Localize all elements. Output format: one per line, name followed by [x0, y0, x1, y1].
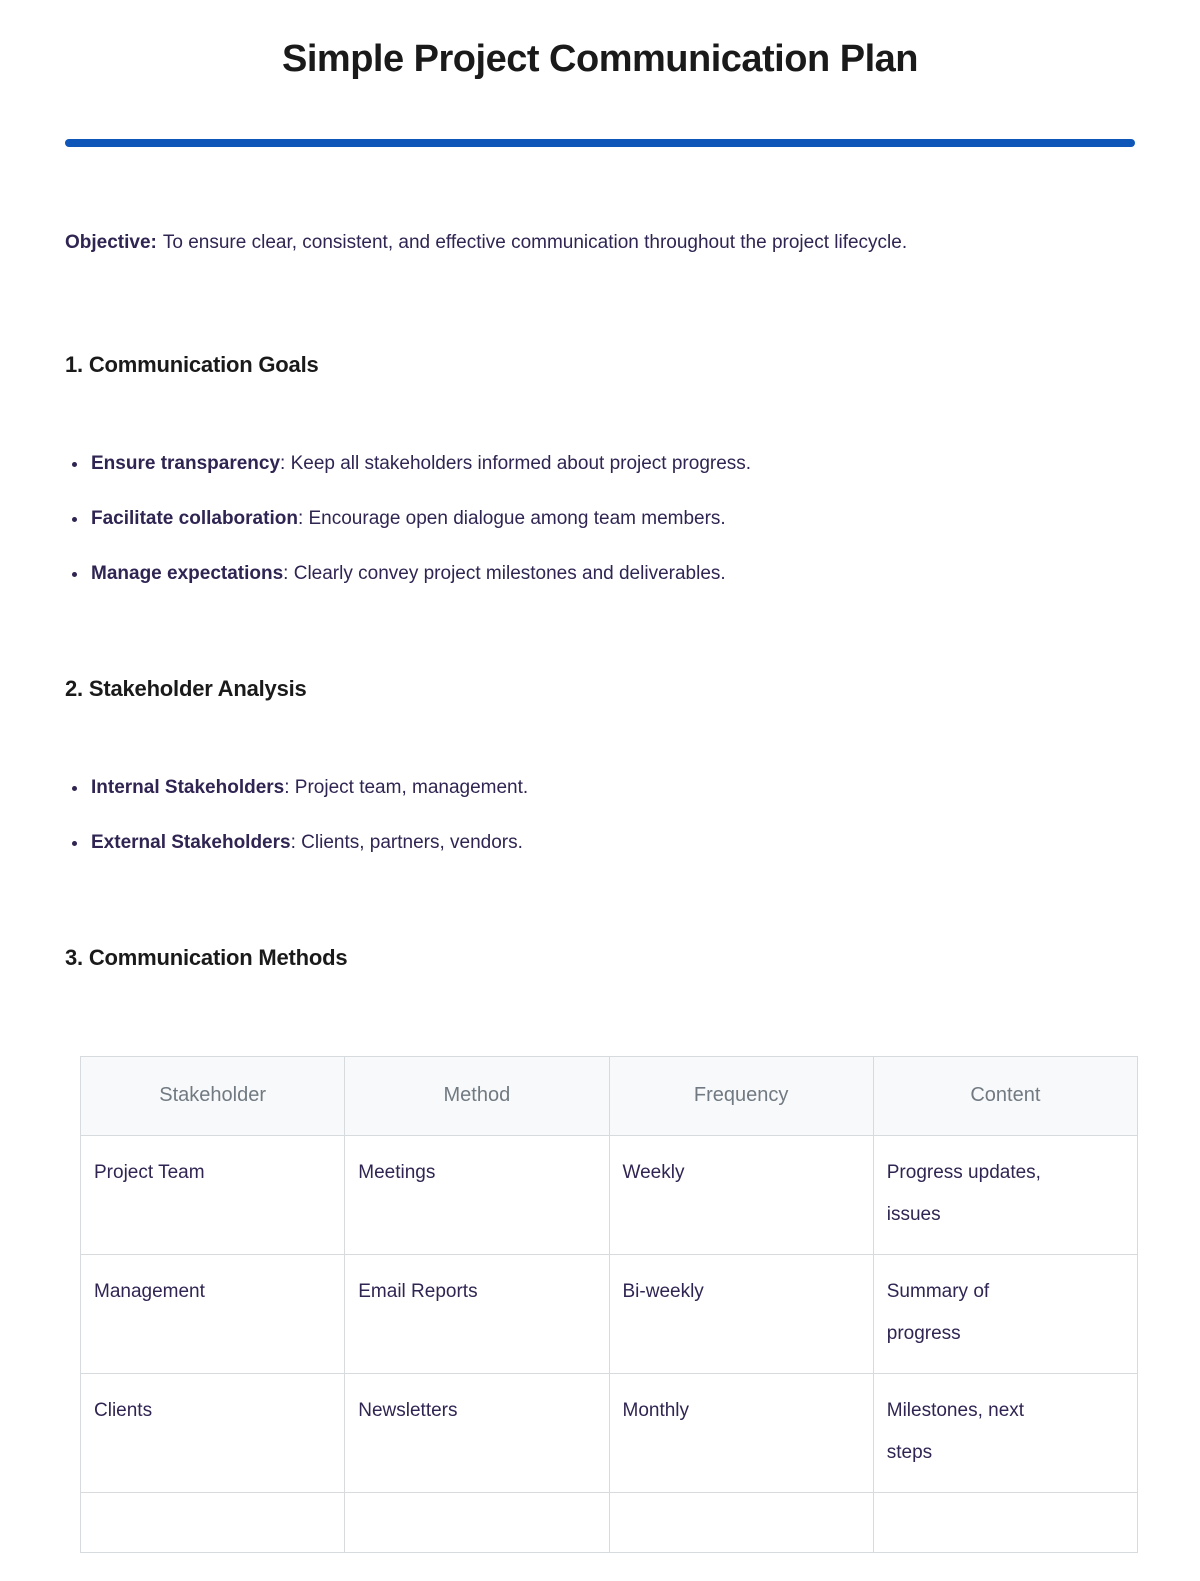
bullet-item [89, 774, 1135, 802]
table-cell: Clients [81, 1373, 345, 1492]
table-cell: Email Reports [345, 1254, 609, 1373]
table-cell: Newsletters [345, 1373, 609, 1492]
table-cell-partial [873, 1492, 1137, 1552]
table-row [81, 1373, 1138, 1492]
table-cell: Summary of progress [873, 1254, 1137, 1373]
table-cell: Bi-weekly [609, 1254, 873, 1373]
table-cell-partial [345, 1492, 609, 1552]
table-cell: Milestones, next steps [873, 1373, 1137, 1492]
bullet-item [89, 505, 1135, 533]
bullet-list [65, 450, 1135, 588]
table-row-partial [81, 1492, 1138, 1552]
bullet-label: Facilitate collaboration [91, 507, 298, 529]
bullet-label: Ensure transparency [91, 452, 281, 474]
bullet-text: : Keep all stakeholders informed about project progress. [280, 452, 752, 474]
table-cell: Monthly [609, 1373, 873, 1492]
table-cell-partial [81, 1492, 345, 1552]
sections-container [65, 352, 1135, 971]
table-header-cell: Stakeholder [81, 1056, 345, 1135]
bullet-text: : Encourage open dialogue among team members. [297, 507, 726, 529]
objective-text: To ensure clear, consistent, and effective communication throughout the project lifecycle. [162, 231, 908, 253]
section-heading: 3. Communication Methods [65, 944, 348, 970]
table-row [81, 1254, 1138, 1373]
bullet-item [89, 829, 1135, 857]
table-header-cell: Frequency [609, 1056, 873, 1135]
table-header-row [81, 1056, 1138, 1135]
table-header-cell: Method [345, 1056, 609, 1135]
bullet-list [65, 774, 1135, 857]
objective-label: Objective: [65, 231, 157, 253]
table-cell-partial [609, 1492, 873, 1552]
table-cell: Management [81, 1254, 345, 1373]
table-cell: Project Team [81, 1135, 345, 1254]
document-page [0, 38, 1200, 1553]
section-heading: 1. Communication Goals [65, 351, 319, 377]
table-header-cell: Content [873, 1056, 1137, 1135]
section-heading: 2. Stakeholder Analysis [65, 675, 307, 701]
table-cell: Meetings [345, 1135, 609, 1254]
bullet-text: : Project team, management. [284, 776, 529, 798]
page-title: Simple Project Communication Plan [282, 38, 918, 80]
table-row [81, 1135, 1138, 1254]
title-divider [65, 139, 1135, 147]
bullet-text: : Clients, partners, vendors. [290, 831, 523, 853]
bullet-text: : Clearly convey project milestones and deliverables. [283, 562, 726, 584]
table-cell: Weekly [609, 1135, 873, 1254]
bullet-label: Manage expectations [91, 562, 284, 584]
bullet-item [89, 450, 1135, 478]
objective-paragraph [65, 222, 935, 264]
bullet-item [89, 560, 1135, 588]
table-cell: Progress updates, issues [873, 1135, 1137, 1254]
communication-methods-table [80, 1056, 1138, 1553]
bullet-label: External Stakeholders [91, 831, 291, 853]
bullet-label: Internal Stakeholders [91, 776, 285, 798]
